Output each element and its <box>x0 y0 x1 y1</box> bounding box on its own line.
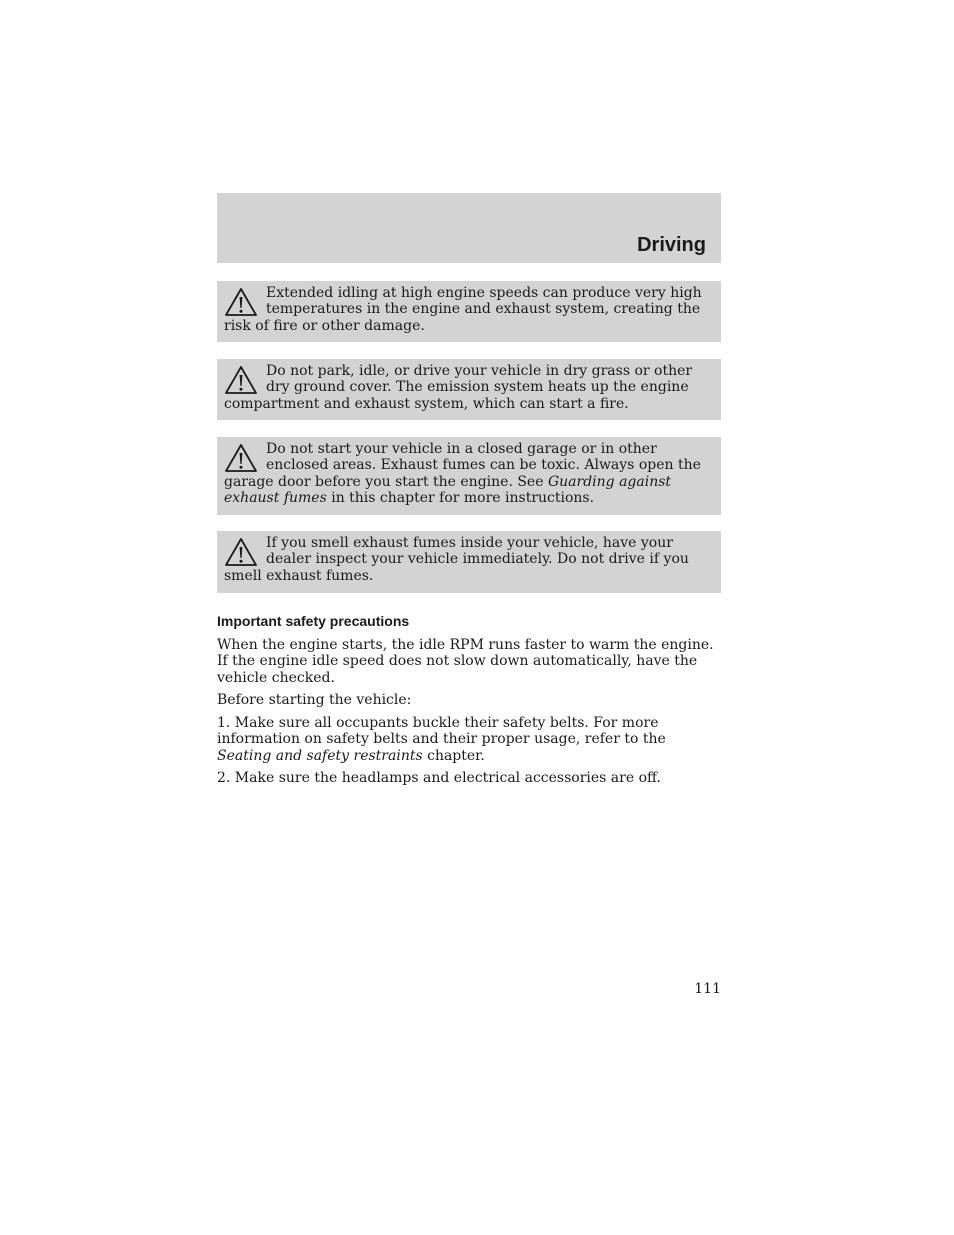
paragraph-text: chapter. <box>422 747 485 764</box>
warning-box-exhaust-smell <box>217 531 721 593</box>
cross-reference: Seating and safety restraints <box>217 747 423 764</box>
page-number: 111 <box>694 981 721 997</box>
warning-text: Extended idling at high engine speeds can produce very high temperatures in the engine and exhaust system, creating the risk of fire or other damage. <box>224 285 702 334</box>
chapter-header-band <box>217 193 721 263</box>
paragraph-safety-belts <box>217 715 723 764</box>
warning-triangle-icon <box>224 365 258 395</box>
paragraph-idle-rpm: When the engine starts, the idle RPM runs faster to warm the engine. If the engine idle speed does not slow down automatically, have the vehicle checked. <box>217 637 714 686</box>
warning-text: Do not park, idle, or drive your vehicle in dry grass or other dry ground cover. The emission system heats up the engine compartment and exhaust system, which can start a fire. <box>224 363 693 412</box>
warning-text: in this chapter for more instructions. <box>326 489 595 506</box>
warning-triangle-icon <box>224 443 258 473</box>
warning-triangle-icon <box>224 287 258 317</box>
cross-reference: Guarding against exhaust fumes <box>224 473 672 506</box>
chapter-title: Driving <box>637 234 706 256</box>
warning-text: Do not start your vehicle in a closed garage or in other enclosed areas. Exhaust fumes can be toxic. Always open the garage door before you start the engine. See <box>224 441 701 490</box>
warning-text: If you smell exhaust fumes inside your vehicle, have your dealer inspect your vehicle immediately. Do not drive if you smell exhaust fumes. <box>224 535 689 584</box>
warning-triangle-icon <box>224 537 258 567</box>
warning-box-closed-garage <box>217 437 721 515</box>
paragraph-before-starting: Before starting the vehicle: <box>217 692 412 708</box>
section-heading: Important safety precautions <box>217 613 410 629</box>
paragraph-text: 1. Make sure all occupants buckle their safety belts. For more information on safety belts and their proper usage, refer to the <box>217 715 666 748</box>
warning-box-idling <box>217 281 721 342</box>
paragraph-headlamps: 2. Make sure the headlamps and electrical accessories are off. <box>217 770 661 786</box>
warning-box-dry-grass <box>217 359 721 420</box>
